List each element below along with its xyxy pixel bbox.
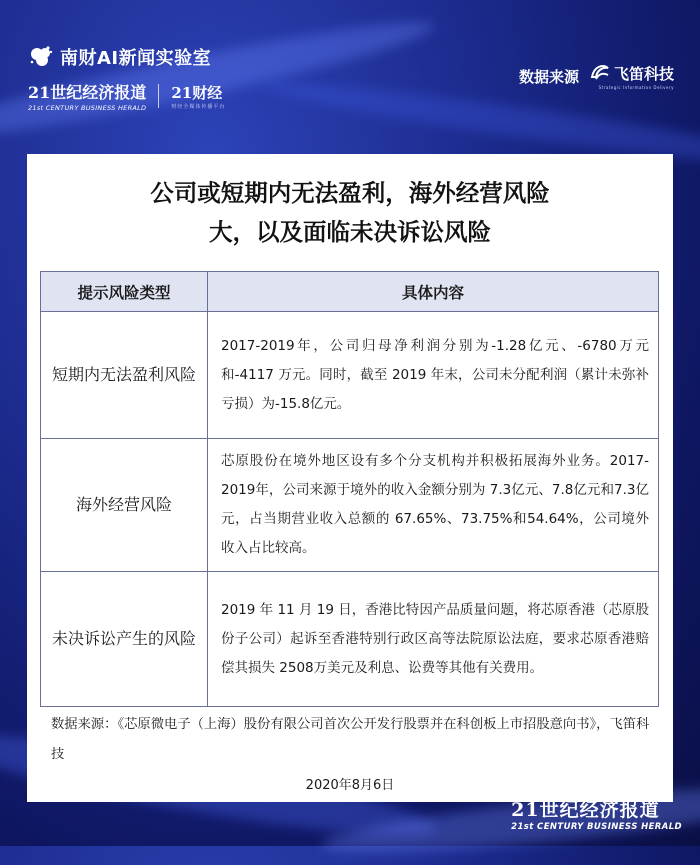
title-line-1: 公司或短期内无法盈利，海外经营风险 — [150, 179, 550, 207]
risk-type-cell: 短期内无法盈利风险 — [41, 312, 208, 439]
watermark-logo — [511, 795, 682, 832]
header-risk-type: 提示风险类型 — [41, 272, 208, 312]
lab-logo — [28, 42, 211, 72]
brand-21-logo — [28, 80, 146, 112]
brand-21-en: 21st CENTURY BUSINESS HERALD — [28, 104, 147, 112]
table-row — [41, 312, 659, 439]
table-header-row — [41, 272, 659, 312]
brand-21-name: 21世纪经济报道 — [28, 83, 147, 102]
title-line-2: 大，以及面临未决诉讼风险 — [209, 218, 491, 246]
table-row — [41, 572, 659, 707]
brand-21caijing-name: 21财经 — [171, 84, 223, 102]
card-title — [27, 174, 673, 252]
risk-type-cell: 未决诉讼产生的风险 — [41, 572, 208, 707]
brand-logos — [28, 80, 225, 112]
risk-content-cell: 芯原股份在境外地区设有多个分支机构并积极拓展海外业务。2017-2019年，公司来源于境外的收入金额分别为 7.3亿元、7.8亿元和7.3亿元，占当期营业收入总额的 67.65%、73.75%和54.64%，公司境外收入占比较高。 — [208, 439, 659, 572]
watermark-en: 21st CENTURY BUSINESS HERALD — [511, 822, 682, 832]
brand-21caijing-logo — [171, 82, 225, 110]
feidi-tagline: Strategic Information Delivery — [598, 85, 674, 90]
risk-type-cell: 海外经营风险 — [41, 439, 208, 572]
top-header — [0, 0, 700, 140]
feidi-logo — [589, 62, 674, 90]
risk-content-cell: 2017-2019年，公司归母净利润分别为-1.28亿元、-6780万元和-4117 万元。同时，截至 2019 年末，公司未分配利润（累计未弥补亏损）为-15.8亿元。 — [208, 312, 659, 439]
table-row — [41, 439, 659, 572]
risk-content-cell: 2019 年 11 月 19 日，香港比特因产品质量问题，将芯原香港（芯原股份子公司）起诉至香港特别行政区高等法院原讼法庭，要求芯原香港赔偿其损失 2508万美元及利息、讼费等其他有关费用。 — [208, 572, 659, 707]
lab-icon — [28, 44, 54, 70]
source-header — [519, 62, 674, 90]
brand-divider — [158, 84, 159, 108]
risk-table — [40, 271, 659, 707]
feidi-name: 飞笛科技 — [613, 64, 674, 83]
source-footnote: 数据来源：《芯原微电子（上海）股份有限公司首次公开发行股票并在科创板上市招股意向书》，飞笛科技 — [51, 717, 650, 762]
feidi-icon — [589, 62, 611, 84]
lab-name: 南财AI新闻实验室 — [60, 48, 212, 69]
header-content: 具体内容 — [208, 272, 659, 312]
publish-date: 2020年8月6日 — [305, 778, 395, 793]
info-card — [27, 154, 673, 802]
source-label: 数据来源 — [518, 67, 579, 86]
watermark-name: 21世纪经济报道 — [511, 799, 660, 821]
brand-21caijing-sub: 财经全媒体传播平台 — [171, 104, 226, 110]
